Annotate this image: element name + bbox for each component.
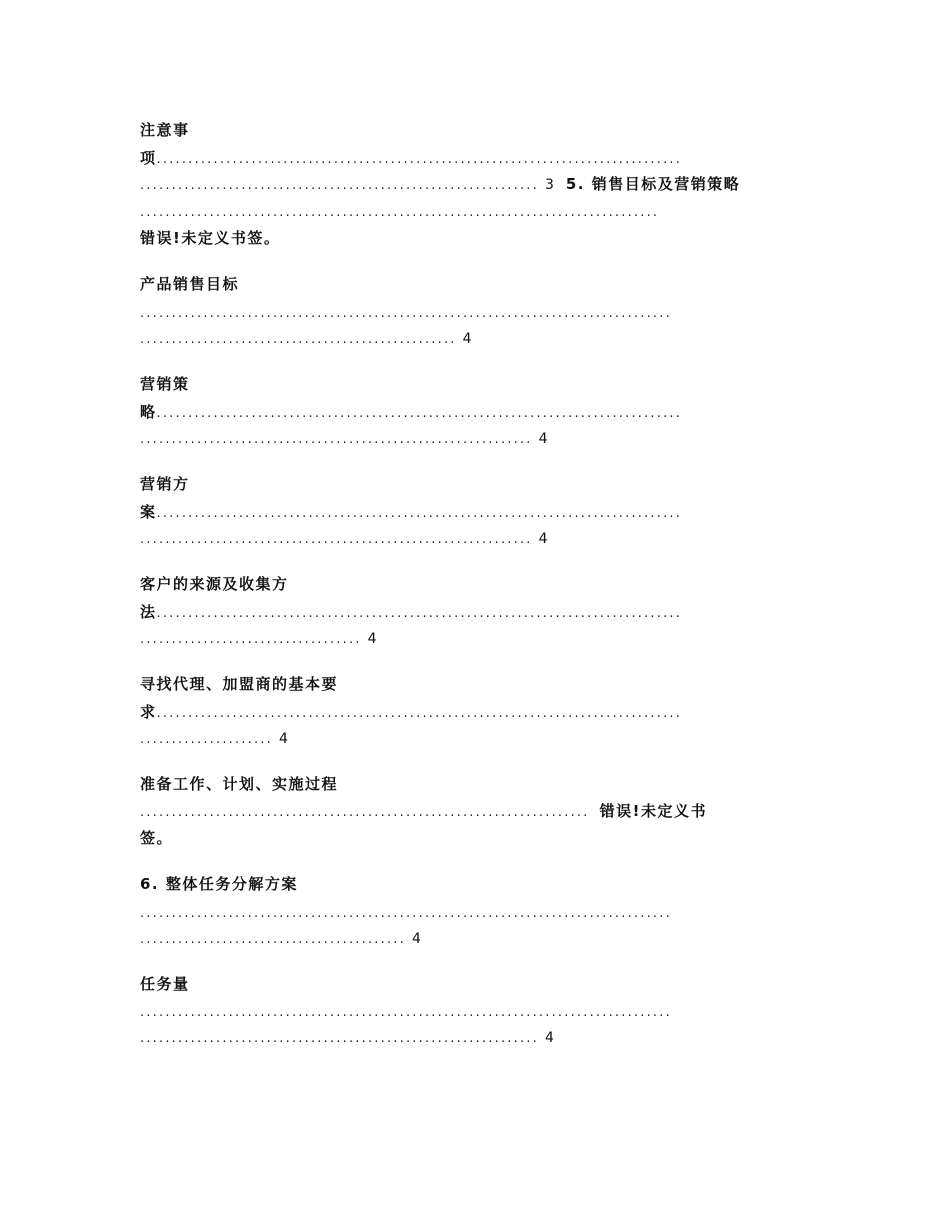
toc-leader-dots: .......................................... — [140, 932, 406, 947]
toc-entry-line — [140, 302, 672, 322]
toc-entry-title: 营销方 — [140, 475, 190, 493]
toc-page-number: 4 — [278, 731, 288, 747]
toc-entry-line — [140, 402, 682, 422]
toc-entry-title: 客户的来源及收集方 — [140, 575, 289, 593]
toc-page-number: 4 — [462, 331, 472, 347]
toc-entry-title: 营销策 — [140, 375, 190, 393]
toc-entry-line — [140, 728, 288, 748]
toc-error-note: 签。 — [140, 829, 174, 847]
toc-leader-dots: ................................... — [140, 632, 362, 647]
toc-leader-dots: .................................................................................. — [140, 205, 660, 220]
toc-error-note: 错误!未定义书 — [599, 802, 707, 820]
toc-entry-line — [140, 928, 421, 948]
toc-leader-dots: ............................................................... — [140, 178, 539, 193]
toc-leader-dots: .................................................................................... — [140, 1005, 672, 1020]
toc-entry-line — [140, 801, 707, 821]
toc-entry-line — [140, 201, 659, 221]
toc-error-note: 错误!未定义书签。 — [140, 229, 281, 247]
toc-entry-title-tail: 法 — [140, 603, 157, 621]
toc-entry-line — [140, 602, 682, 622]
toc-leader-dots: ................................................................................... — [156, 406, 683, 421]
toc-leader-dots: .................................................................................... — [140, 306, 672, 321]
toc-entry-line — [140, 628, 377, 648]
toc-entry-title: 准备工作、计划、实施过程 — [140, 775, 339, 793]
toc-entry-title: 产品销售目标 — [140, 275, 240, 293]
toc-entry-line — [140, 428, 548, 448]
toc-leader-dots: ................................................................................... — [156, 506, 683, 521]
toc-entry-title: 寻找代理、加盟商的基本要 — [140, 675, 339, 693]
toc-leader-dots: .............................................................. — [140, 532, 533, 547]
toc-entry-line — [140, 148, 682, 168]
toc-entry-title: 任务量 — [140, 975, 190, 993]
toc-entry-line — [140, 502, 682, 522]
toc-leader-dots: .................................................................................... — [140, 906, 672, 921]
toc-page-number: 4 — [544, 1030, 554, 1046]
toc-page-number: 4 — [411, 931, 421, 947]
toc-entry-line — [140, 1001, 672, 1021]
toc-entry-title-tail: 案 — [140, 503, 157, 521]
toc-page-number: 3 — [544, 177, 554, 193]
toc-entry-line — [140, 528, 548, 548]
toc-page-number: 4 — [367, 631, 377, 647]
toc-leader-dots: ................................................................................... — [156, 706, 683, 721]
toc-leader-dots: ..................... — [140, 732, 273, 747]
toc-page-number: 4 — [538, 531, 548, 547]
toc-entry-line — [140, 1027, 554, 1047]
toc-page-number: 4 — [538, 431, 548, 447]
toc-leader-dots: ................................................................................... — [156, 152, 683, 167]
toc-leader-dots: .............................................................. — [140, 432, 533, 447]
toc-entry-line — [140, 328, 472, 348]
toc-entry-line — [140, 702, 682, 722]
toc-entry-title: 5. 销售目标及营销策略 — [565, 175, 741, 193]
toc-entry-title: 6. 整体任务分解方案 — [140, 875, 298, 893]
toc-entry-line — [140, 174, 740, 194]
toc-entry-title-tail: 项 — [140, 149, 157, 167]
toc-leader-dots: ....................................................................... — [140, 805, 590, 820]
toc-entry-title-tail: 略 — [140, 403, 157, 421]
toc-entry-title: 注意事 — [140, 121, 190, 139]
toc-entry-title-tail: 求 — [140, 703, 157, 721]
toc-leader-dots: ................................................................................... — [156, 606, 683, 621]
toc-leader-dots: .................................................. — [140, 332, 457, 347]
toc-entry-line — [140, 902, 672, 922]
toc-leader-dots: ............................................................... — [140, 1031, 539, 1046]
